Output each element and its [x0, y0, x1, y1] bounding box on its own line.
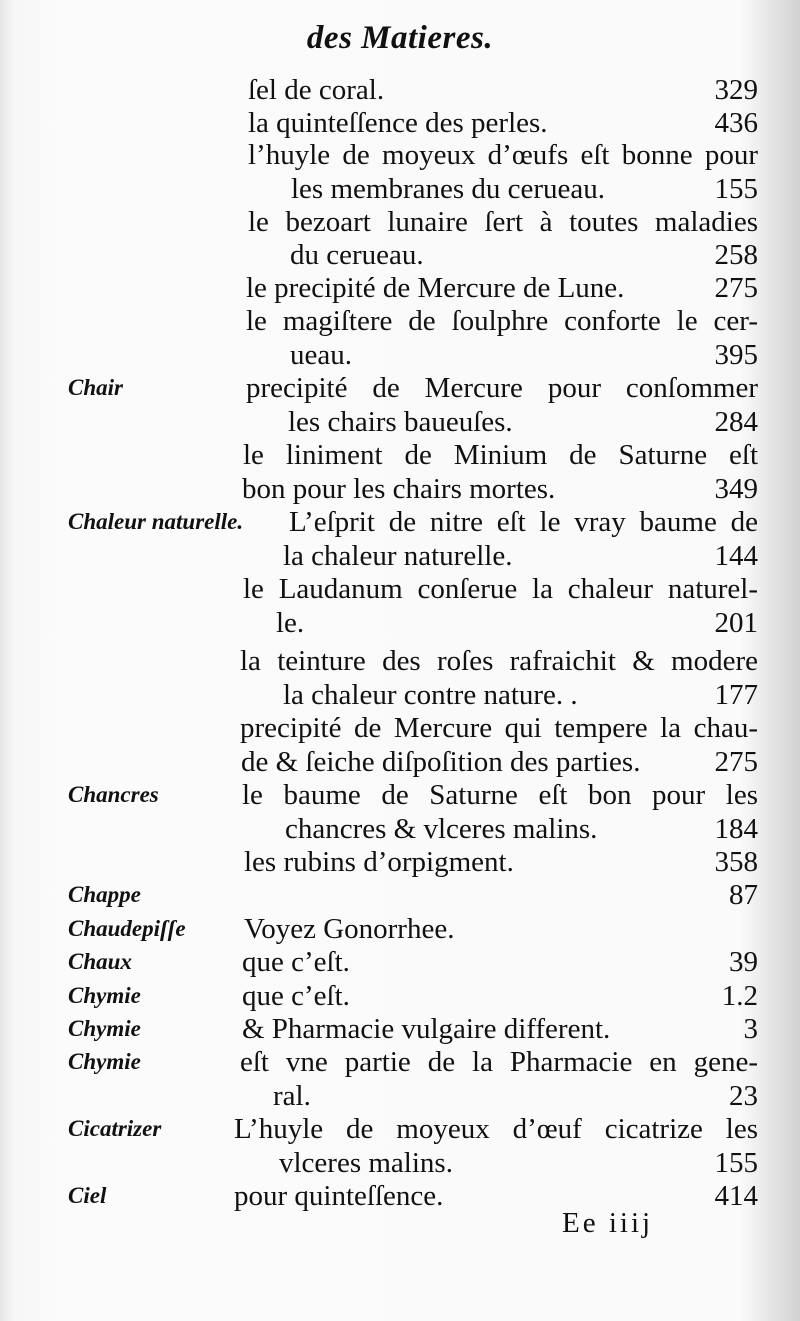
page-number: 329	[714, 74, 758, 106]
entry-keyword: Cicatrizer	[68, 1116, 162, 1141]
entry-keyword: Chancres	[68, 782, 159, 807]
entry-text: la teinture des roſes rafraichit & modere	[240, 645, 758, 677]
entry-line	[241, 745, 758, 779]
page-number: 395	[714, 339, 758, 371]
entry-line	[242, 778, 758, 812]
page-number: 414	[714, 1180, 758, 1212]
entry-line	[234, 1112, 758, 1146]
entry-line	[248, 138, 758, 172]
entry-text: pour quinteſſence.	[234, 1180, 444, 1212]
entry-line	[240, 711, 758, 745]
entry-text: la quinteſſence des perles.	[248, 107, 548, 139]
entry-text: la chaleur naturelle.	[283, 540, 513, 572]
entry-line	[243, 438, 758, 472]
entry-text: le precipité de Mercure de Lune.	[246, 272, 625, 304]
entry-line	[600, 878, 758, 912]
page-number: 39	[729, 946, 758, 978]
entry-line	[244, 845, 758, 879]
entry-keyword: Chair	[68, 375, 123, 400]
entry-keyword: Chymie	[68, 1016, 141, 1041]
page-number: 87	[729, 879, 758, 911]
entry-keyword: Chymie	[68, 1049, 141, 1074]
entry-line	[283, 539, 758, 573]
entry-text: les chairs baueuſes.	[288, 406, 513, 438]
entry-text: le.	[276, 607, 305, 639]
entry-text: precipité de Mercure qui tempere la chau-	[240, 712, 758, 744]
entry-line	[242, 979, 758, 1013]
entry-line	[240, 644, 758, 678]
entry-line	[291, 172, 758, 206]
entry-text: Voyez Gonorrhee.	[244, 913, 455, 945]
page-number: 23	[729, 1080, 758, 1112]
entry-line	[242, 472, 758, 506]
entry-text: L’eſprit de nitre eſt le vray baume de	[289, 506, 758, 538]
entry-text: le magiſtere de ſoulphre conforte le cer-	[246, 305, 758, 337]
entry-line	[246, 271, 758, 305]
entry-text: de & ſeiche diſpoſition des parties.	[241, 746, 641, 778]
entry-text: & Pharmacie vulgaire different.	[242, 1013, 611, 1045]
entry-line	[242, 945, 758, 979]
entry-line	[240, 1045, 758, 1079]
page-number: 275	[714, 272, 758, 304]
entry-line	[273, 1079, 758, 1113]
entry-text: precipité de Mercure pour conſommer	[246, 372, 758, 404]
entry-keyword: Chymie	[68, 983, 141, 1008]
entry-text: L’huyle de moyeux d’œuf cicatrize les	[234, 1113, 758, 1145]
page-number: 177	[714, 679, 758, 711]
entry-text: les rubins d’orpigment.	[244, 846, 514, 878]
entry-keyword: Chaleur naturelle.	[68, 509, 244, 534]
entry-text: vlceres malins.	[279, 1147, 453, 1179]
entry-line	[276, 606, 758, 640]
page-number: 284	[714, 406, 758, 438]
entry-keyword: Chaux	[68, 949, 132, 974]
page-number: 155	[714, 173, 758, 205]
entry-line	[283, 678, 758, 712]
entry-text: que c’eſt.	[242, 980, 350, 1012]
page-number: 349	[714, 473, 758, 505]
entry-text: le bezoart lunaire ſert à toutes maladies	[248, 206, 758, 238]
entry-text: eſt vne partie de la Pharmacie en gene-	[240, 1046, 758, 1078]
entry-text: ſel de coral.	[248, 74, 385, 106]
entry-text: le baume de Saturne eſt bon pour les	[242, 779, 758, 811]
page-number: 3	[743, 1013, 758, 1045]
entry-text: bon pour les chairs mortes.	[242, 473, 556, 505]
page-number: 1.2	[721, 980, 758, 1012]
entry-line	[242, 1012, 758, 1046]
entry-line	[290, 338, 758, 372]
entry-line	[248, 73, 758, 107]
entry-text: l’huyle de moyeux d’œufs eſt bonne pour	[248, 139, 758, 171]
entry-text: les membranes du cerueau.	[291, 173, 606, 205]
running-head: des Matieres.	[306, 20, 494, 56]
entry-keyword: Chappe	[68, 882, 141, 907]
signature-mark: Ee iiij	[562, 1207, 654, 1239]
entry-text: que c’eſt.	[242, 946, 350, 978]
page-number: 275	[714, 746, 758, 778]
entry-line	[234, 1179, 758, 1213]
entry-text: la chaleur contre nature. .	[283, 679, 578, 711]
entry-line	[244, 912, 758, 946]
entry-line	[248, 205, 758, 239]
entry-text: le liniment de Minium de Saturne eſt	[243, 439, 758, 471]
page-number: 436	[714, 107, 758, 139]
entry-text: ral.	[273, 1080, 311, 1112]
entry-text: chancres & vlceres malins.	[285, 813, 598, 845]
entry-text: le Laudanum conſerue la chaleur naturel-	[243, 573, 758, 605]
entry-line	[243, 572, 758, 606]
page-number: 358	[714, 846, 758, 878]
page-number: 184	[714, 813, 758, 845]
page-number: 258	[714, 239, 758, 271]
entry-text: ueau.	[290, 339, 352, 371]
entry-line	[289, 505, 758, 539]
entry-line	[248, 106, 758, 140]
entry-keyword: Chaudepiſſe	[68, 916, 186, 941]
page-number: 155	[714, 1147, 758, 1179]
entry-text: du cerueau.	[290, 239, 424, 271]
entry-line	[290, 238, 758, 272]
entry-line	[279, 1146, 758, 1180]
entry-line	[288, 405, 758, 439]
page-number: 144	[714, 540, 758, 572]
entry-line	[246, 371, 758, 405]
entry-line	[285, 812, 758, 846]
page-number: 201	[714, 607, 758, 639]
entry-keyword: Ciel	[68, 1183, 107, 1208]
entry-line	[246, 304, 758, 338]
